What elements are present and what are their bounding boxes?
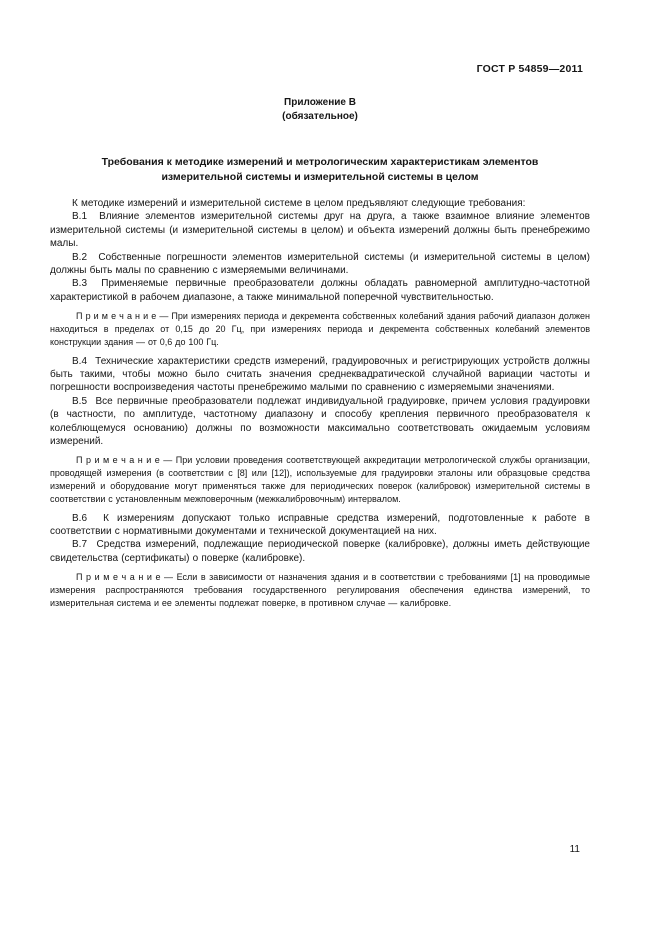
paragraph-intro: К методике измерений и измерительной системе в целом предъявляют следующие требования: (72, 198, 526, 209)
note-after-v7: П р и м е ч а н и е — Если в зависимости от назначения здания и в соответствии с требованиями [1] на проводимые измерения распространяются требования государственного регулирования обеспечения единства измерений, то измерительная система и ее элементы подлежат поверке, в противном случае — калибровке. (50, 572, 590, 608)
document-body (50, 197, 590, 616)
note-after-v3: П р и м е ч а н и е — При измерениях периода и декремента собственных колебаний здания рабочий диапазон должен находиться в пределах от 0,15 до 20 Гц, при измерениях периода и декремента собственных колебаний элементов конструкции здания — от 0,6 до 100 Гц. (50, 311, 590, 347)
paragraph-v7: В.7 Средства измерений, подлежащие периодической поверке (калибровке), должны иметь действующие свидетельства (сертификаты) о поверке (калибровке). (50, 539, 590, 564)
paragraph-v6: В.6 К измерениям допускают только исправные средства измерений, подготовленные к работе в соответствии с нормативными документами и технической документацией на них. (50, 512, 590, 538)
page-number: 11 (569, 844, 580, 855)
document-code: ГОСТ Р 54859—2011 (476, 63, 583, 75)
paragraph-v2: В.2 Собственные погрешности элементов измерительной системы (и измерительной системы в целом) должны быть малы по сравнению с измеряемыми величинами. (50, 251, 590, 277)
paragraph-v3: В.3 Применяемые первичные преобразователи должны обладать равномерной амплитудно-частотной характеристикой в рабочем диапазоне, а также минимальной поперечной чувствительностью. (50, 278, 590, 303)
appendix-qualifier: (обязательное) (282, 110, 358, 122)
page-title-line1: Требования к методике измерений и метрологическим характеристикам элементов (101, 156, 539, 168)
paragraph-v4: В.4 Технические характеристики средств измерений, градуировочных и регистрирующих устройств должны быть такими, чтобы можно было считать значения среднеквадратической случайной вариации частоты и погрешности воспроизведения частоты пренебрежимо малыми по сравнению с измеряемыми значениями. (50, 355, 590, 394)
appendix-heading (50, 96, 590, 123)
appendix-label: Приложение В (284, 97, 356, 108)
paragraph-v1: В.1 Влияние элементов измерительной системы друг на друга, а также взаимное влияние элементов измерительной системы (и измерительной системы в целом) и объекта измерений должны быть пренебрежимо малы. (50, 211, 590, 250)
page-title-line2: измерительной системы и измерительной системы в целом (161, 170, 479, 183)
note-after-v5: П р и м е ч а н и е — При условии проведения соответствующей аккредитации метрологической службы организации, проводящей измерения (в соответствии с [8] или [12]), используемые для градуировки эталоны или образцовые средства измерений и оборудование могут применяться также для периодических поверок (калибровок) измерительной системы в соответствии с установленным межповерочным (межкалибровочным) интервалом. (50, 455, 590, 504)
page-title (50, 155, 590, 184)
paragraph-v5: В.5 Все первичные преобразователи подлежат индивидуальной градуировке, причем условия градуировки (в частности, по амплитуде, частотному диапазону и способу крепления первичного преобразователя к колеблющемуся основанию) должны по возможности максимально соответствовать ожидаемым условиям измерений. (50, 395, 590, 448)
